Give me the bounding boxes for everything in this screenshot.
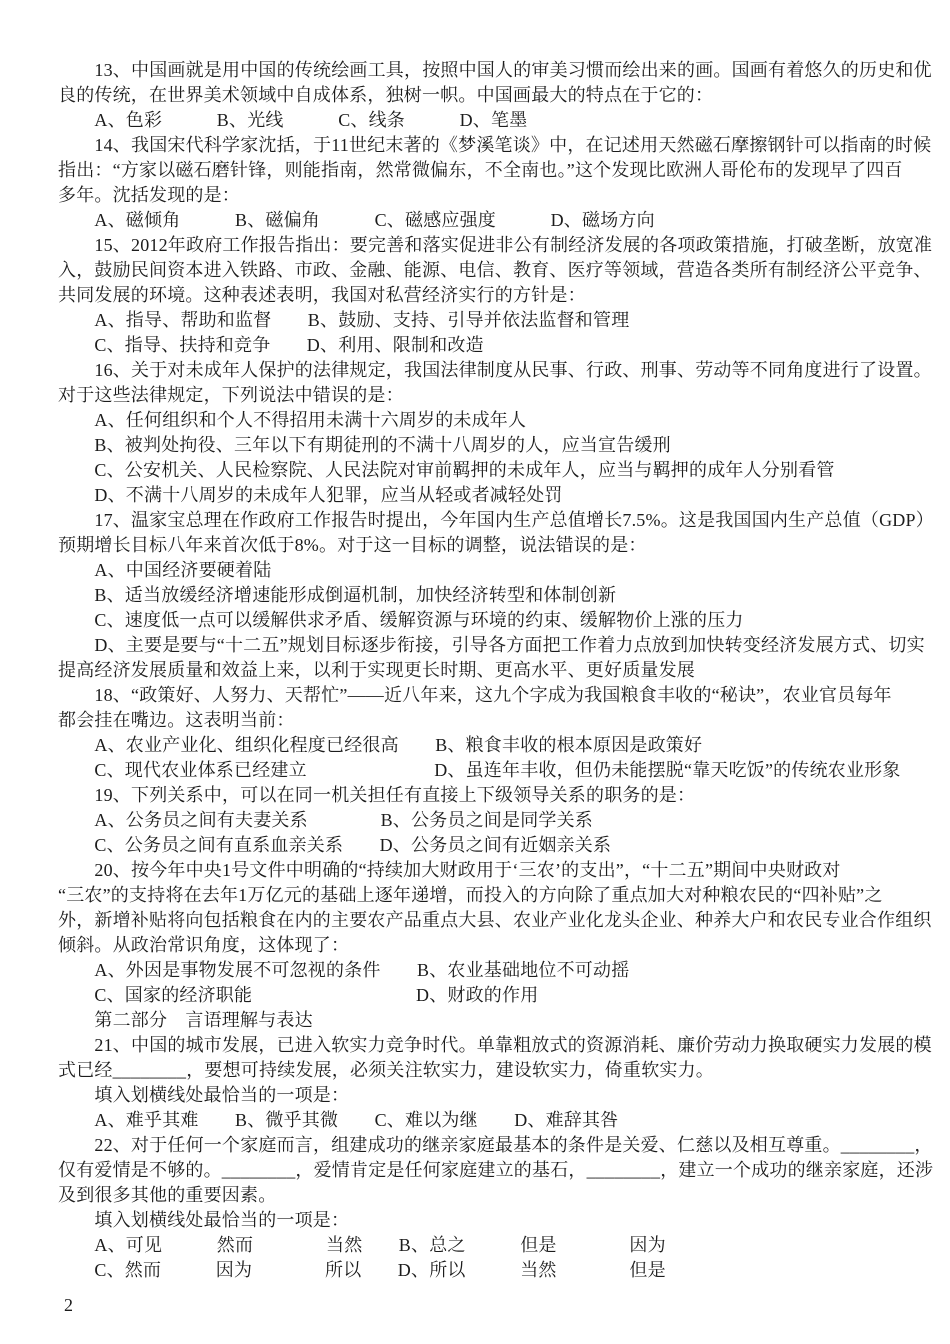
question-17-text-line: 预期增长目标八年来首次低于8%。对于这一目标的调整，说法错误的是：	[58, 535, 647, 555]
question-13-option-line: A、色彩 B、光线 C、线条 D、笔墨	[58, 110, 528, 130]
question-16-text-line: 16、关于对未成年人保护的法律规定，我国法律制度从民事、行政、刑事、劳动等不同角度进行了设置。	[58, 360, 932, 380]
question-16-option-line: A、任何组织和个人不得招用未满十六周岁的未成年人	[58, 410, 527, 430]
question-16-option-line: B、被判处拘役、三年以下有期徒刑的不满十八周岁的人，应当宣告缓刑	[58, 435, 671, 455]
question-22-option-line: A、可见 然而 当然 B、总之 但是 因为	[58, 1235, 666, 1255]
question-17-option-line: A、中国经济要硬着陆	[58, 560, 272, 580]
question-17-option-line: 提高经济发展质量和效益上来，以利于实现更长时期、更高水平、更好质量发展	[58, 660, 695, 680]
question-22-text-line: 22、对于任何一个家庭而言，组建成功的继亲家庭最基本的条件是关爱、仁慈以及相互尊重。________，	[58, 1135, 933, 1155]
question-16-text-line: 对于这些法律规定，下列说法中错误的是：	[58, 385, 404, 405]
question-15-text-line: 15、2012年政府工作报告指出：要完善和落实促进非公有制经济发展的各项政策措施，打破垄断，放宽准	[58, 235, 933, 255]
question-13-text-line: 13、中国画就是用中国的传统绘画工具，按照中国人的审美习惯而绘出来的画。国画有着悠久的历史和优	[58, 60, 932, 80]
question-16-option-line: C、公安机关、人民检察院、人民法院对审前羁押的未成年人，应当与羁押的成年人分别看管	[58, 460, 835, 480]
question-19-option-line: C、公务员之间有直系血亲关系 D、公务员之间有近姻亲关系	[58, 835, 612, 855]
question-20-text-line: 20、按今年中央1号文件中明确的“持续加大财政用于‘三农’的支出”，“十二五”期间中央财政对	[58, 860, 841, 880]
question-13-text-line: 良的传统，在世界美术领域中自成体系，独树一帜。中国画最大的特点在于它的：	[58, 85, 714, 105]
question-15-text-line: 入，鼓励民间资本进入铁路、市政、金融、能源、电信、教育、医疗等领域，营造各类所有制经济公平竞争、	[58, 260, 932, 280]
question-14-text-line: 14、我国宋代科学家沈括，于11世纪末著的《梦溪笔谈》中，在记述用天然磁石摩擦钢针可以指南的时候	[58, 135, 932, 155]
question-20-text-line: “三农”的支持将在去年1万亿元的基础上逐年递增，而投入的方向除了重点加大对种粮农民的“四补贴”之	[58, 885, 883, 905]
question-19-text-line: 19、下列关系中，可以在同一机关担任有直接上下级领导关系的职务的是：	[58, 785, 696, 805]
question-20-text-line: 倾斜。从政治常识角度，这体现了：	[58, 935, 350, 955]
question-22-text-line: 仅有爱情是不够的。________，爱情肯定是任何家庭建立的基石，________，建立一个成功的继亲家庭，还涉	[58, 1160, 934, 1180]
question-22-option-line: C、然而 因为 所以 D、所以 当然 但是	[58, 1260, 666, 1280]
question-14-option-line: A、磁倾角 B、磁偏角 C、磁感应强度 D、磁场方向	[58, 210, 655, 230]
question-14-text-line: 指出：“方家以磁石磨针锋，则能指南，然常微偏东，不全南也。”这个发现比欧洲人哥伦布的发现早了四百	[58, 160, 903, 180]
question-16-option-line: D、不满十八周岁的未成年人犯罪，应当从轻或者减轻处罚	[58, 485, 563, 505]
question-15-text-line: 共同发展的环境。这种表述表明，我国对私营经济实行的方针是：	[58, 285, 586, 305]
page-number: 2	[64, 1295, 73, 1315]
question-15-option-line: C、指导、扶持和竞争 D、利用、限制和改造	[58, 335, 484, 355]
question-20-option-line: C、国家的经济职能 D、财政的作用	[58, 985, 539, 1005]
question-18-option-line: A、农业产业化、组织化程度已经很高 B、粮食丰收的根本原因是政策好	[58, 735, 703, 755]
question-22-text-line: 填入划横线处最恰当的一项是：	[58, 1210, 350, 1230]
document-body	[58, 58, 934, 1283]
question-22-text-line: 及到很多其他的重要因素。	[58, 1185, 277, 1205]
question-18-text-line: 都会挂在嘴边。这表明当前：	[58, 710, 295, 730]
question-14-text-line: 多年。沈括发现的是：	[58, 185, 240, 205]
section-title: 第二部分 言语理解与表达	[58, 1010, 313, 1030]
question-17-option-line: C、速度低一点可以缓解供求矛盾、缓解资源与环境的约束、缓解物价上涨的压力	[58, 610, 744, 630]
question-18-option-line: C、现代农业体系已经建立 D、虽连年丰收，但仍未能摆脱“靠天吃饭”的传统农业形象	[58, 760, 901, 780]
question-20-text-line: 外，新增补贴将向包括粮食在内的主要农产品重点大县、农业产业化龙头企业、种养大户和农民专业合作组织	[58, 910, 932, 930]
question-17-text-line: 17、温家宝总理在作政府工作报告时提出，今年国内生产总值增长7.5%。这是我国国内生产总值（GDP）	[58, 510, 934, 530]
question-18-text-line: 18、“政策好、人努力、天帮忙”——近八年来，这九个字成为我国粮食丰收的“秘诀”，农业官员每年	[58, 685, 892, 705]
question-19-option-line: A、公务员之间有夫妻关系 B、公务员之间是同学关系	[58, 810, 594, 830]
question-17-option-line: D、主要是要与“十二五”规划目标逐步衔接，引导各方面把工作着力点放到加快转变经济发展方式、切实	[58, 635, 925, 655]
question-21-text-line: 式已经________，要想可持续发展，必须关注软实力，建设软实力，倚重软实力。	[58, 1060, 714, 1080]
question-15-option-line: A、指导、帮助和监督 B、鼓励、支持、引导并依法监督和管理	[58, 310, 630, 330]
question-21-option-line: A、难乎其难 B、微乎其微 C、难以为继 D、难辞其咎	[58, 1110, 619, 1130]
question-17-option-line: B、适当放缓经济增速能形成倒逼机制，加快经济转型和体制创新	[58, 585, 617, 605]
question-21-text-line: 21、中国的城市发展，已进入软实力竞争时代。单靠粗放式的资源消耗、廉价劳动力换取硬实力发展的模	[58, 1035, 932, 1055]
question-21-text-line: 填入划横线处最恰当的一项是：	[58, 1085, 350, 1105]
question-20-option-line: A、外因是事物发展不可忽视的条件 B、农业基础地位不可动摇	[58, 960, 630, 980]
